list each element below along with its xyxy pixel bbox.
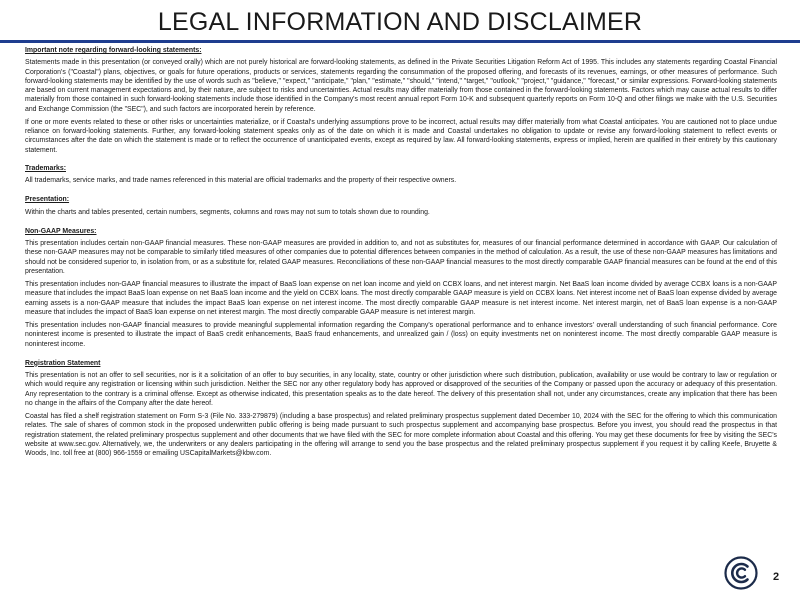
presentation-heading: Presentation: xyxy=(25,196,70,204)
presentation-section xyxy=(25,195,777,217)
registration-heading: Registration Statement xyxy=(25,359,101,367)
coastal-logo-icon xyxy=(724,556,758,590)
non-gaap-heading: Non-GAAP Measures: xyxy=(25,227,97,235)
page-number: 2 xyxy=(773,571,780,583)
trademarks-heading: Trademarks: xyxy=(25,164,66,172)
page-title: LEGAL INFORMATION AND DISCLAIMER xyxy=(157,8,643,36)
disclaimer-content xyxy=(25,46,777,468)
non-gaap-section xyxy=(25,227,777,349)
registration-paragraph-2: Coastal has filed a shelf registration statement on Form S-3 (File No. 333-279879) (including a base prospectus) and related preliminary prospectus supplement dated December 10, 2024 with the SEC for the offering to which this communication relates. The sale of shares of common stock in the proposed underwritten public offering is being made pursuant to such prospectus supplement and accompanying base prospectus. Before you invest, you should read the prospectus in that registration statement, the related preliminary prospectus supplement and other documents that we have filed with the SEC for more complete information about Coastal and this offering. You may get these documents for free by visiting the SEC's website at www.sec.gov. Alternatively, we, the underwriters or any dealers participating in the offering will arrange to send you the base prospectus and the related preliminary prospectus supplement if you request it by calling Keefe, Bruyette & Woods, Inc. toll free at (800) 966-1559 or emailing USCapitalMarkets@kbw.com. xyxy=(25,413,777,457)
non-gaap-paragraph-1: This presentation includes certain non-GAAP financial measures. These non-GAAP measures are provided in addition to, and not as substitutes for, measures of our financial performance determined in accordance with GAAP. Our calculation of these non-GAAP measures may not be comparable to similarly titled measures of other companies due to potential differences between companies in the method of calculation. As a result, the use of these non-GAAP measures has limitations and should not be considered superior to, in isolation from, or as a substitute for, related GAAP measures. Reconciliations of these non-GAAP financial measures to the most directly comparable GAAP financial measures can be found at the end of this presentation. xyxy=(25,240,777,275)
non-gaap-paragraph-3: This presentation includes non-GAAP financial measures to provide meaningful supplemental information regarding the Company's operational performance and to enhance investors' overall understanding of such financial performance. Core noninterest income is presented to illustrate the impact of BaaS credit enhancements, BaaS fraud enhancements, and unrealized gain / (loss) on equity investments net on noninterest income. The most directly comparable GAAP measure is noninterest income. xyxy=(25,322,777,348)
non-gaap-paragraph-2: This presentation includes non-GAAP financial measures to illustrate the impact of BaaS loan expense on net loan income and yield on CCBX loans, and net interest margin. Net BaaS loan income divided by average CCBX loans is a non-GAAP measure that includes the impact BaaS loan expense on net BaaS loan income and the yield on CCBX loans. The most directly comparable GAAP measure is yield on CCBX loans. Net interest income net of BaaS loan expense divided by average earning assets is a non-GAAP measure that includes the impact BaaS loan expense on net interest income. The most directly comparable GAAP measure is net interest income. Net interest margin, net of BaaS loan expense is a non-GAAP measure that includes the impact of BaaS loan expense on net interest margin. The most directly comparable GAAP measure is net interest margin. xyxy=(25,281,777,316)
presentation-paragraph: Within the charts and tables presented, certain numbers, segments, columns and rows may not sum to totals shown due to rounding. xyxy=(25,208,430,216)
forward-looking-paragraph-1: Statements made in this presentation (or conveyed orally) which are not purely historical are forward-looking statements, as defined in the Private Securities Litigation Reform Act of 1995. This includes any statements regarding Coastal Financial Corporation's ("Coastal") plans, objectives, or goals for future operations, products or services, statements regarding the consummation of the proposed offering, and forecasts of its revenues, earnings, or other measures of performance. Such forward-looking statements may be identified by the use of words such as "believe," "expect," "anticipate," "plan," "estimate," "should," "intend," "target," "outlook," "project," "guidance," "forecast," or similar expressions. Forward-looking statements are based on current management expectations and, by their nature, are subject to risks and uncertainties. Actual results may differ materially from those contained in the forward-looking statements. Factors which may cause actual results to differ materially from those contained in such forward-looking statements include those identified in the Company's most recent annual report Form 10-K and subsequent quarterly reports on Form 10-Q and other filings we make with the U.S. Securities and Exchange Commission (the "SEC"), and such factors are incorporated herein by reference. xyxy=(25,59,777,113)
registration-paragraph-1: This presentation is not an offer to sell securities, nor is it a solicitation of an offer to buy securities, in any locality, state, country or other jurisdiction where such distribution, publication, availability or use would be contrary to law or regulation or which would require any registration or licensing within such jurisdiction. Neither the SEC nor any other regulatory body has approved or disapproved of the securities of the Company or passed upon the accuracy or adequacy of this presentation. Any representation to the contrary is a criminal offense. Except as otherwise indicated, this presentation speaks as to the date hereof. The delivery of this presentation shall not, under any circumstances, create any implication that there has been no change in the affairs of the Company after the date hereof. xyxy=(25,372,777,407)
trademarks-paragraph: All trademarks, service marks, and trade names referenced in this material are official trademarks and the property of their respective owners. xyxy=(25,177,457,184)
forward-looking-paragraph-2: If one or more events related to these or other risks or uncertainties materialize, or if Coastal's underlying assumptions prove to be incorrect, actual results may differ materially from what Coastal anticipates. You are cautioned not to place undue reliance on forward-looking statements. Further, any forward-looking statement speaks only as of the date on which it is made and Coastal undertakes no obligation to update or revise any forward-looking statement to reflect events or circumstances after the date on which the statement is made or to reflect the occurrence of unanticipated events, except as required by law. All forward-looking statements, express or implied, herein are qualified in their entirety by this cautionary statement. xyxy=(25,118,777,154)
trademarks-section xyxy=(25,164,777,186)
forward-looking-section xyxy=(25,46,777,155)
forward-looking-heading: Important note regarding forward-looking statements: xyxy=(25,47,202,54)
registration-section xyxy=(25,359,777,459)
title-underline xyxy=(0,40,800,43)
